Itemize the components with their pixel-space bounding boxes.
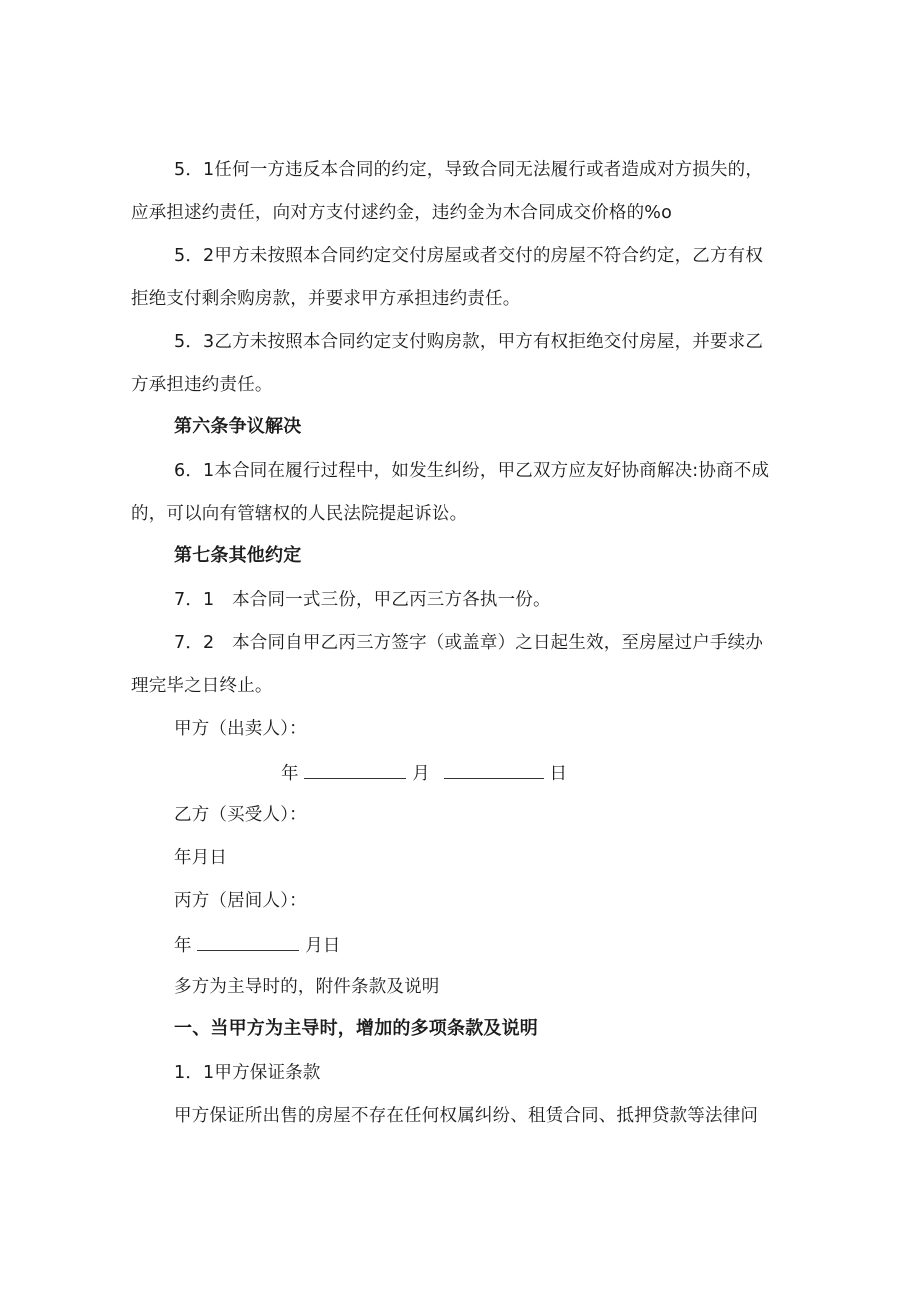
party-b-date: 年月日 [174,848,228,868]
clause-5-3-line2: 方承担违约责任。 [131,375,273,395]
party-a-label: 甲方（出卖人）： [174,719,307,739]
clause-6-1-line1: 6．1本合同在履行过程中，如发生纠纷，甲乙双方应友好协商解决:协商不成 [174,461,770,481]
party-c-label: 丙方（居间人）： [174,891,307,911]
date-year-label: 年 [174,936,192,956]
subsection-1-1: 1．1甲方保证条款 [174,1063,321,1083]
party-a-date-line [281,760,567,786]
date-year-label: 年 [281,764,299,784]
clause-5-1-line2: 应承担逑约责任，向对方支付逑约金，违约金为木合同成交价格的%o [131,203,673,223]
party-c-date-line [174,932,341,958]
appendix-heading: 一、当甲方为主导时，增加的多项条款及说明 [174,1018,538,1039]
clause-5-2-line2: 拒绝支付剩余购房款，并要求甲方承担违约责任。 [131,289,521,309]
clause-7-1: 7．1 本合同一式三份，甲乙丙三方各执一份。 [174,590,551,610]
clause-5-1-line1: 5．1任何一方违反本合同的约定，导致合同无法履行或者造成对方损失的， [174,160,764,180]
clause-5-2-line1: 5．2甲方未按照本合同约定交付房屋或者交付的房屋不符合约定，乙方有权 [174,246,764,266]
party-b-label: 乙方（买受人）： [174,805,307,825]
date-month-label: 月 [412,764,430,784]
clause-7-2-line1: 7．2 本合同自甲乙丙三方签字（或盖章）之日起生效，至房屋过户手续办 [174,633,764,653]
year-blank [197,932,299,951]
date-day-label: 日 [549,764,568,784]
article-6-heading: 第六条争议解决 [174,416,302,437]
appendix-text-line1: 甲方保证所出售的房屋不存在任何权属纠纷、租赁合同、抵押贷款等法律问 [174,1106,759,1126]
year-blank [304,760,406,779]
clause-6-1-line2: 的，可以向有管辖权的人民法院提起诉讼。 [131,504,468,524]
date-month-day-label: 月日 [305,936,341,956]
month-blank [444,760,544,779]
clause-7-2-line2: 理完毕之日终止。 [131,676,273,696]
clause-5-3-line1: 5．3乙方未按照本合同约定支付购房款，甲方有权拒绝交付房屋，并要求乙 [174,332,764,352]
appendix-intro: 多方为主导时的，附件条款及说明 [174,977,440,997]
article-7-heading: 第七条其他约定 [174,545,302,566]
